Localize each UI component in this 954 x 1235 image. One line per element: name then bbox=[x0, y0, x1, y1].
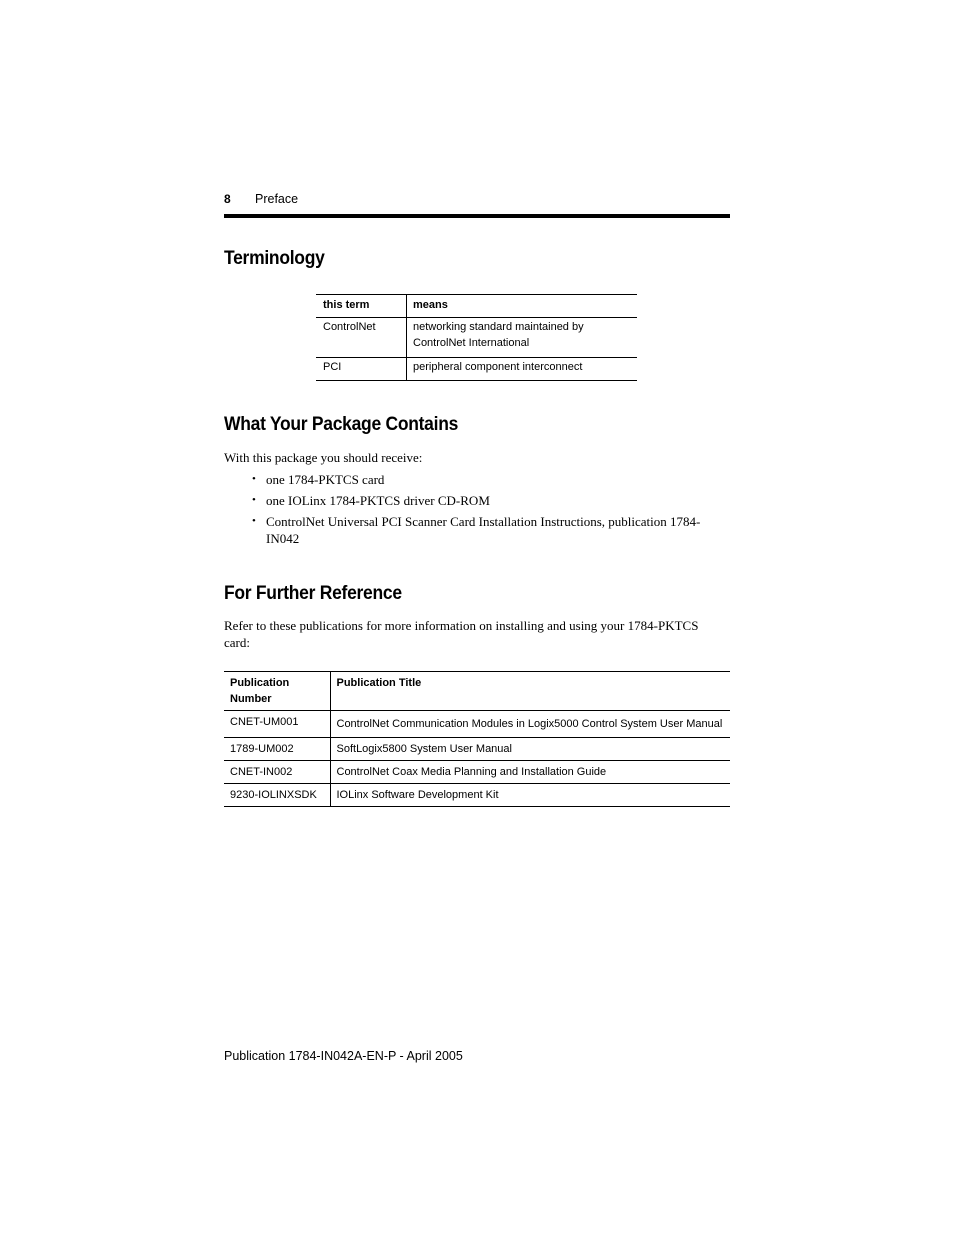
column-header: Publication Title bbox=[330, 672, 730, 711]
column-header: means bbox=[407, 295, 638, 318]
package-intro: With this package you should receive: bbox=[224, 450, 423, 465]
table-row bbox=[316, 358, 637, 381]
table-cell: ControlNet Communication Modules in Logix5000 Control System User Manual bbox=[330, 711, 730, 738]
publication-footer: Publication 1784-IN042A-EN-P - April 2005 bbox=[224, 1049, 463, 1063]
list-item bbox=[252, 513, 722, 547]
column-header: Publication Number bbox=[224, 672, 330, 711]
bullet-icon: • bbox=[252, 494, 256, 506]
list-item-text: ControlNet Universal PCI Scanner Card Installation Instructions, publication 1784-IN042 bbox=[266, 514, 701, 546]
bullet-icon: • bbox=[252, 473, 256, 485]
list-item bbox=[252, 471, 722, 488]
table-cell: ControlNet bbox=[316, 318, 407, 358]
table-cell: networking standard maintained by ControlNet International bbox=[407, 318, 638, 358]
table-cell: 1789-UM002 bbox=[224, 738, 330, 761]
table-header-row bbox=[224, 672, 730, 711]
table-cell: SoftLogix5800 System User Manual bbox=[330, 738, 730, 761]
package-list bbox=[252, 471, 722, 551]
table-cell: PCI bbox=[316, 358, 407, 381]
reference-heading: For Further Reference bbox=[224, 583, 402, 604]
list-item-text: one IOLinx 1784-PKTCS driver CD-ROM bbox=[266, 493, 490, 508]
page-number: 8 bbox=[224, 192, 231, 206]
table-cell: IOLinx Software Development Kit bbox=[330, 784, 730, 807]
table-row bbox=[316, 318, 637, 358]
publications-table bbox=[224, 671, 730, 807]
terminology-table bbox=[316, 294, 637, 381]
table-cell: ControlNet Coax Media Planning and Installation Guide bbox=[330, 761, 730, 784]
header-rule bbox=[224, 214, 730, 218]
terminology-heading: Terminology bbox=[224, 248, 325, 269]
table-cell: peripheral component interconnect bbox=[407, 358, 638, 381]
table-header-row bbox=[316, 295, 637, 318]
list-item bbox=[252, 492, 722, 509]
list-item-text: one 1784-PKTCS card bbox=[266, 472, 385, 487]
package-heading: What Your Package Contains bbox=[224, 414, 459, 435]
section-label: Preface bbox=[255, 192, 299, 206]
table-row bbox=[224, 784, 730, 807]
table-row bbox=[224, 761, 730, 784]
table-cell: CNET-UM001 bbox=[224, 711, 330, 738]
bullet-icon: • bbox=[252, 515, 256, 527]
table-cell: 9230-IOLINXSDK bbox=[224, 784, 330, 807]
table-row bbox=[224, 711, 730, 738]
table-row bbox=[224, 738, 730, 761]
column-header: this term bbox=[316, 295, 407, 318]
table-cell: CNET-IN002 bbox=[224, 761, 330, 784]
reference-intro: Refer to these publications for more information on installing and using your 1784-PKTCS card: bbox=[224, 618, 699, 650]
